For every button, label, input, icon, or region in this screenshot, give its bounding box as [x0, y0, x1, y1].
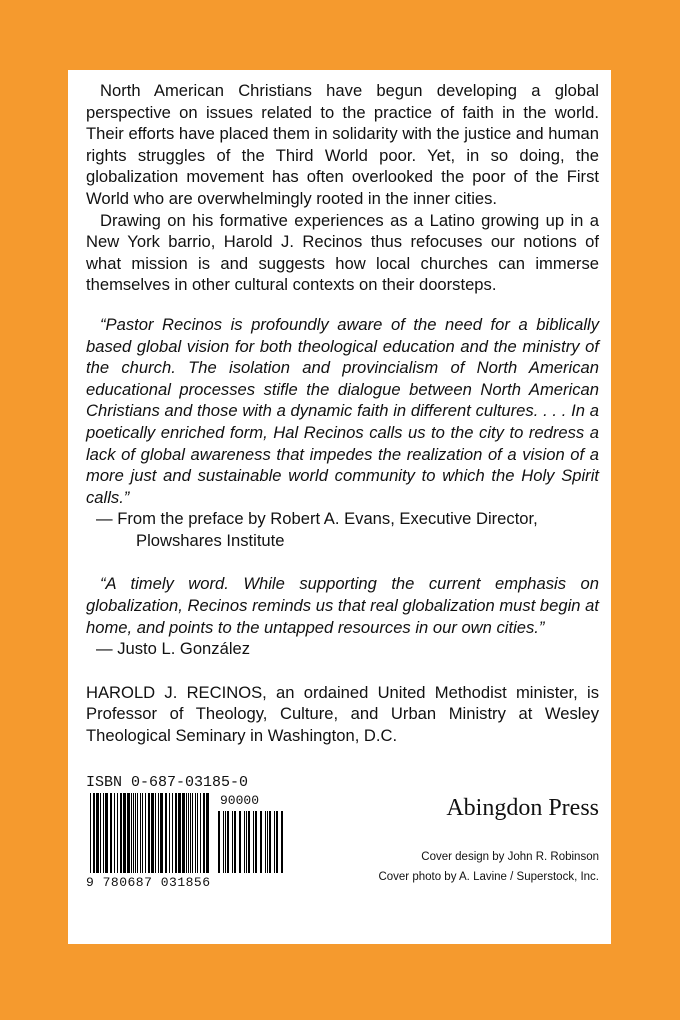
barcode-addon-bar — [255, 811, 257, 873]
cover-credits — [378, 847, 599, 887]
barcode-bar — [169, 793, 170, 873]
cover-photo-credit: Cover photo by A. Lavine / Superstock, Inc. — [378, 870, 599, 883]
barcode-addon-bar — [248, 811, 250, 873]
barcode-addon-bar — [232, 811, 233, 873]
barcode-addon-number: 90000 — [220, 792, 260, 808]
cover-footer — [86, 775, 599, 955]
endorsement-evans-text: “Pastor Recinos is profoundly aware of the need for a biblically based global vision for both theological education and the ministry of the church. The isolation and provincialism of North American educational processes stifle the dialogue between North American Christians and those with a dynamic faith in different cultures. . . . In a poetically enriched form, Hal Recinos calls us to the city to redress a lack of global awareness that impedes the realization of a vision of a more just and sustainable world community to which the Holy Spirit calls.” — [86, 314, 599, 507]
barcode-bar — [145, 793, 146, 873]
barcode-bar — [127, 793, 130, 873]
barcode-addon-bar — [253, 811, 254, 873]
barcode-bar — [197, 793, 198, 873]
barcode-bar — [135, 793, 136, 873]
barcode-bar — [140, 793, 141, 873]
barcode-bar — [172, 793, 173, 873]
barcode-bar — [190, 793, 191, 873]
barcode-bar — [203, 793, 205, 873]
endorsement-evans — [86, 314, 599, 552]
attribution-line-2: Plowshares Institute — [136, 530, 285, 550]
barcode-addon-bar — [227, 811, 229, 873]
barcode-addon-bar — [265, 811, 266, 873]
author-bio — [86, 682, 599, 747]
barcode-bar — [142, 793, 143, 873]
barcode-bar — [117, 793, 118, 873]
barcode-bar — [123, 793, 126, 873]
blurb — [86, 80, 599, 296]
barcode-bar — [195, 793, 196, 873]
isbn-label: ISBN 0-687-03185-0 — [86, 773, 249, 791]
barcode-bar — [186, 793, 187, 873]
barcode-addon-bar — [274, 811, 275, 873]
barcode-bar — [182, 793, 185, 873]
barcode-bars-icon — [86, 793, 316, 873]
endorsement-gonzalez — [86, 573, 599, 659]
barcode-bar — [165, 793, 167, 873]
barcode-addon-bar — [281, 811, 283, 873]
barcode-addon-bar — [267, 811, 268, 873]
cover-design-credit: Cover design by John R. Robinson — [421, 850, 599, 863]
barcode — [86, 793, 316, 873]
barcode-bar — [133, 793, 134, 873]
publisher-logo: Abingdon Press — [446, 794, 599, 821]
barcode-bar — [158, 793, 159, 873]
barcode-bar — [200, 793, 201, 873]
barcode-bar — [131, 793, 132, 873]
barcode-bar — [90, 793, 91, 873]
barcode-bar — [120, 793, 122, 873]
barcode-addon-bar — [260, 811, 262, 873]
barcode-bar — [188, 793, 189, 873]
barcode-bar — [175, 793, 177, 873]
barcode-bar — [110, 793, 112, 873]
endorsement-gonzalez-text: “A timely word. While supporting the current emphasis on globalization, Recinos reminds us that real globalization must begin at home, and points to the untapped resources in our own cities.” — [86, 574, 599, 637]
barcode-bar — [155, 793, 156, 873]
barcode-bar — [148, 793, 150, 873]
barcode-addon-bar — [246, 811, 247, 873]
endorsement-gonzalez-attribution: — Justo L. González — [96, 639, 251, 659]
barcode-addon-bar — [218, 811, 220, 873]
ean-number: 9 780687 031856 — [86, 874, 211, 890]
back-cover-panel — [68, 70, 611, 944]
blurb-paragraph-2: Drawing on his formative experiences as a Latino growing up in a New York barrio, Harold J. Recinos thus refocuses our notions of what mission is and suggests how local churches can immerse themselves in other cultural contexts on their doorsteps. — [86, 210, 599, 295]
attribution-line-1: — From the preface by Robert A. Evans, Executive Director, — [96, 509, 538, 529]
barcode-bar — [206, 793, 209, 873]
endorsement-evans-attribution — [96, 508, 599, 551]
barcode-bar — [192, 793, 193, 873]
barcode-bar — [137, 793, 138, 873]
barcode-bar — [93, 793, 95, 873]
barcode-bar — [178, 793, 181, 873]
barcode-bar — [151, 793, 154, 873]
author-bio-text: HAROLD J. RECINOS, an ordained United Methodist minister, is Professor of Theology, Culture, and Urban Ministry at Wesley Theological Seminary in Washington, D.C. — [86, 682, 599, 746]
barcode-addon-bar — [223, 811, 224, 873]
barcode-bar — [100, 793, 101, 873]
barcode-addon-bar — [276, 811, 278, 873]
barcode-bar — [105, 793, 108, 873]
barcode-addon-bar — [269, 811, 271, 873]
barcode-block — [86, 775, 316, 890]
barcode-bar — [103, 793, 104, 873]
blurb-paragraph-1: North American Christians have begun developing a global perspective on issues related to the practice of faith in the world. Their efforts have placed them in solidarity with the justice and human rights struggles of the Third World poor. Yet, in so doing, the globalization movement has often overlooked the poor of the First World who are overwhelmingly rooted in the inner cities. — [86, 81, 599, 208]
barcode-bar — [114, 793, 115, 873]
barcode-addon-bar — [225, 811, 226, 873]
barcode-addon-bar — [234, 811, 236, 873]
barcode-addon-bar — [239, 811, 241, 873]
barcode-bar — [96, 793, 99, 873]
barcode-addon-bar — [244, 811, 245, 873]
barcode-bar — [160, 793, 163, 873]
